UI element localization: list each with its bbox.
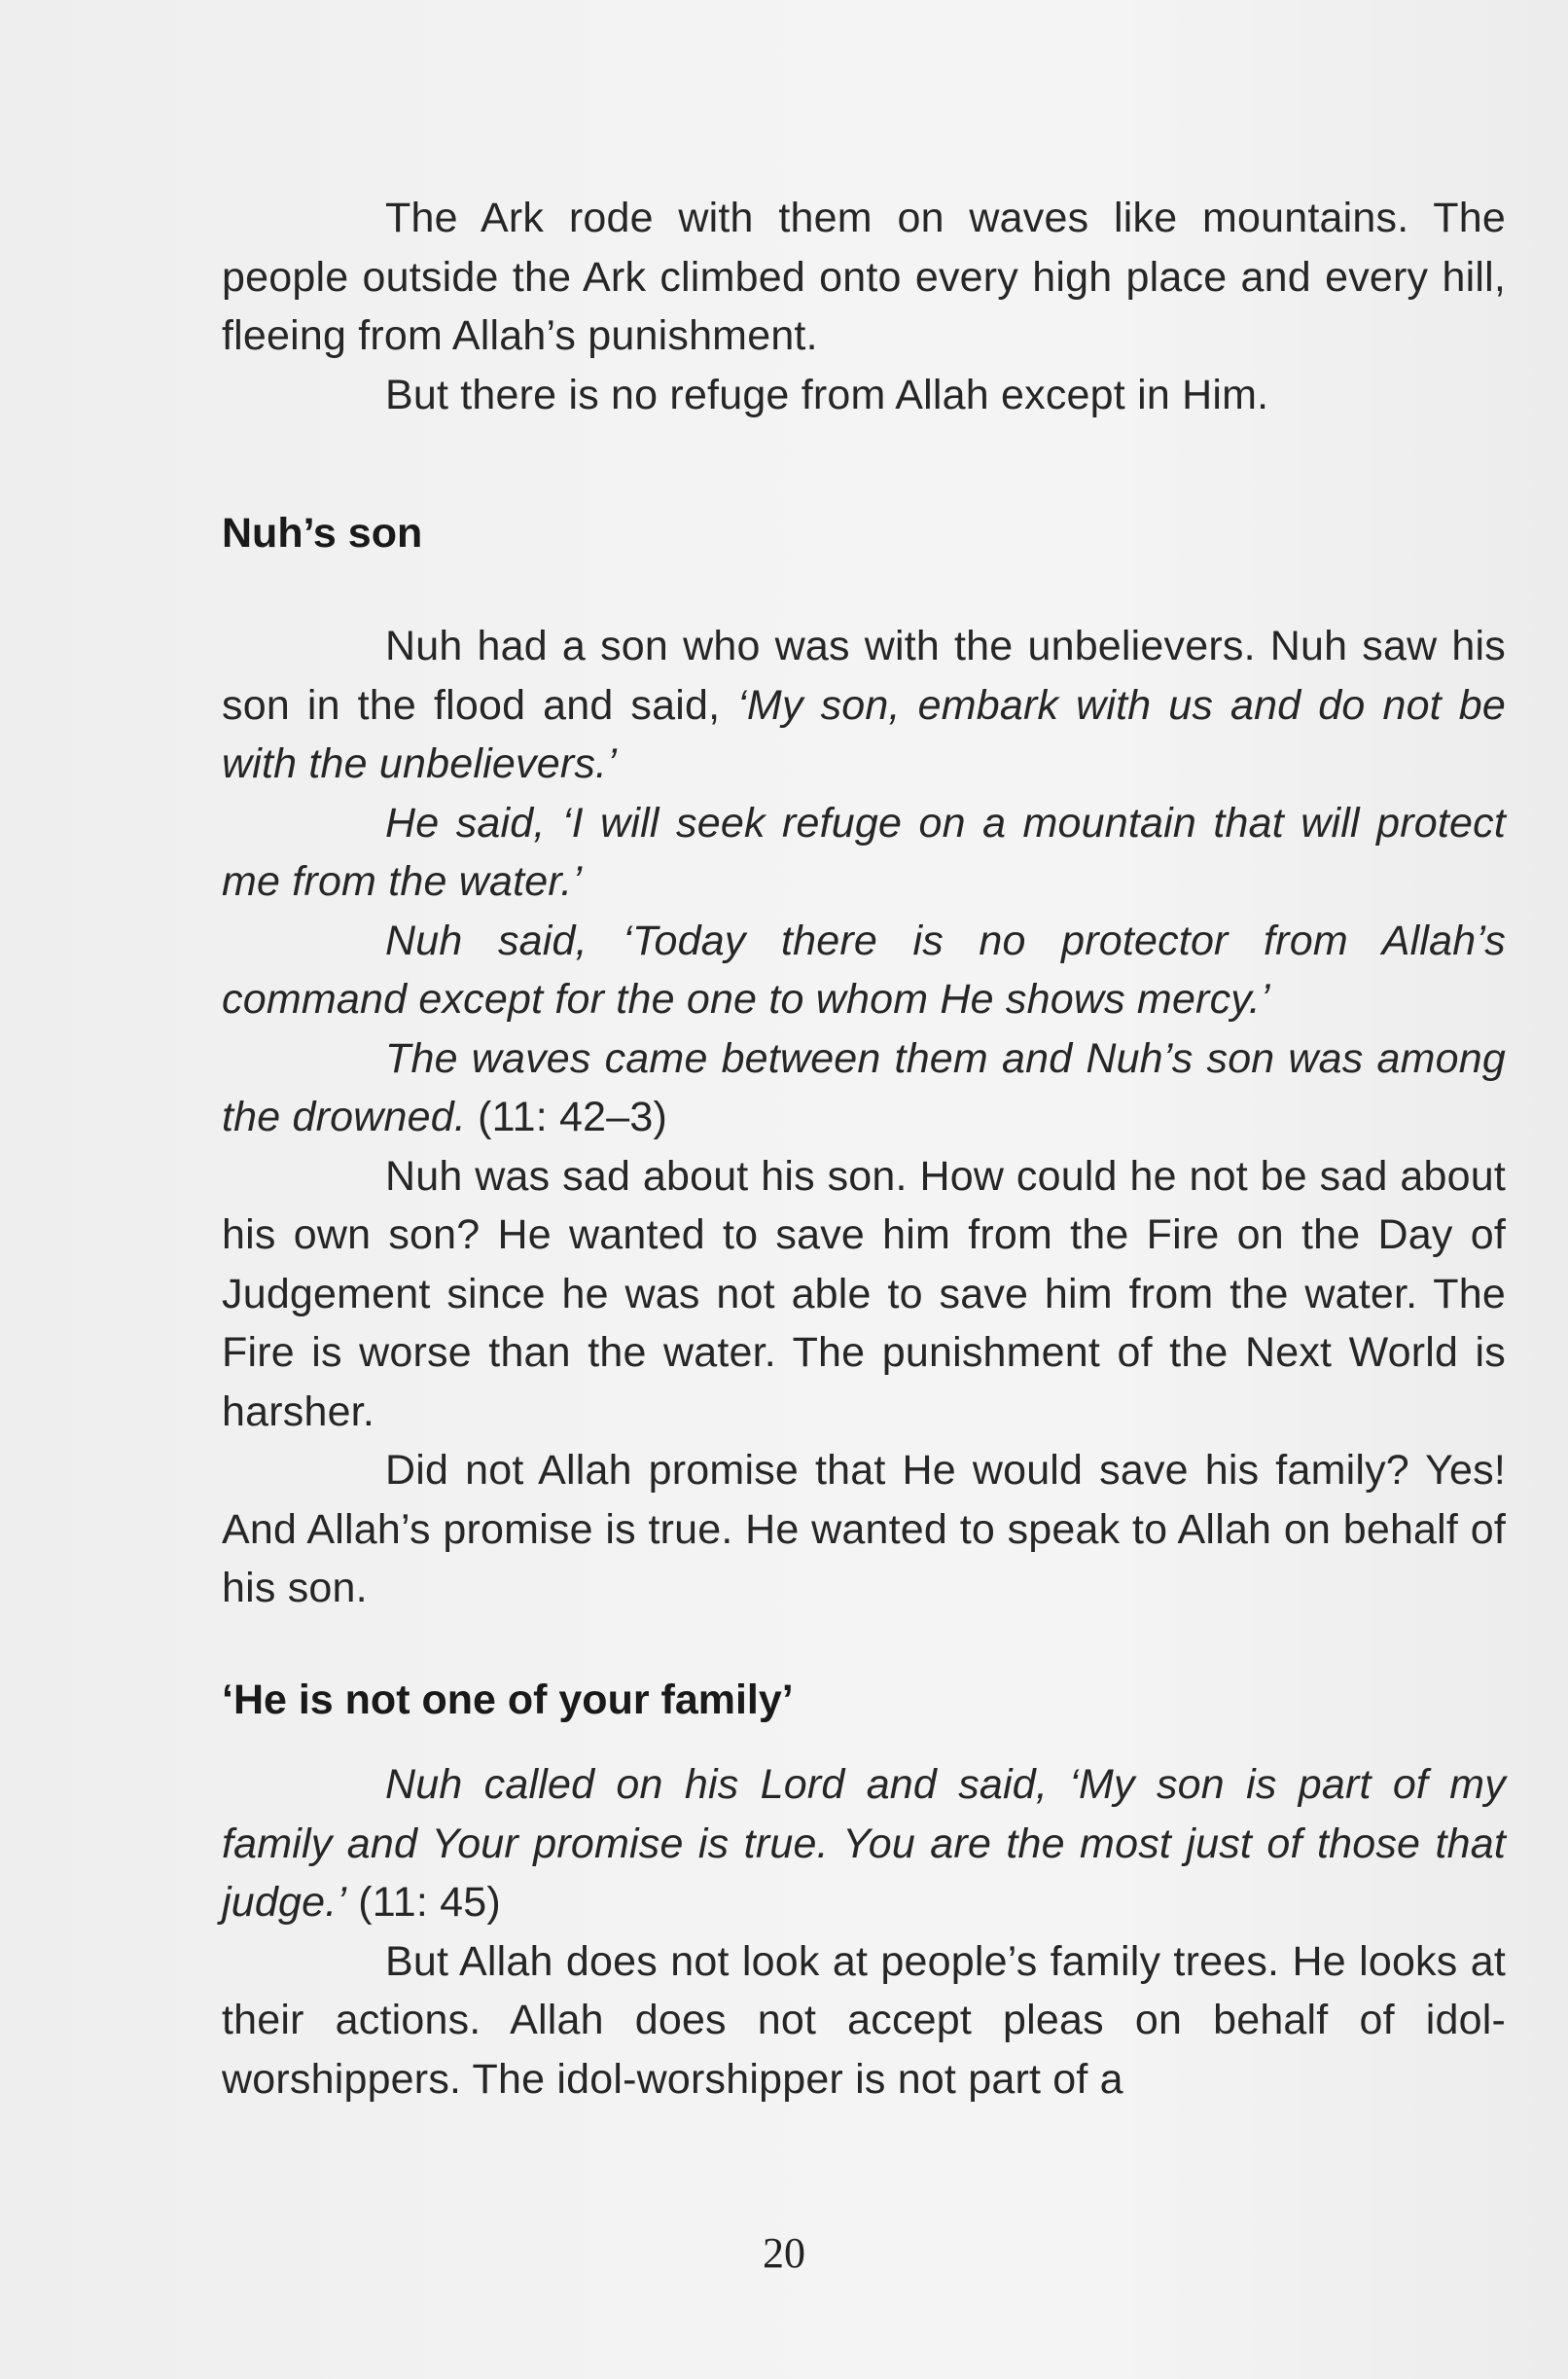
not-family-paragraph-1: [222, 1755, 1506, 1932]
intro-paragraph-1: The Ark rode with them on waves like mountains. The people outside the Ark climbed onto every high place and every hill, fleeing from Allah’s punishment.: [222, 195, 1506, 359]
not-family-body: [222, 1755, 1506, 2109]
intro-paragraph-2: But there is no refuge from Allah except in Him.: [385, 371, 1269, 418]
nuhs-son-p1-text: Nuh had a son who was with the unbelievers. Nuh saw his son in the flood and said,: [222, 623, 1506, 729]
section-heading-nuhs-son: Nuh’s son: [222, 510, 423, 557]
nuhs-son-paragraph-1: [222, 617, 1506, 794]
not-family-p1-quote: Nuh called on his Lord and said, ‘My son is part of my family and Your promise is true. You are the most just of those that judge.’: [222, 1761, 1506, 1926]
nuhs-son-paragraph-2: He said, ‘I will seek refuge on a mountain that will protect me from the water.’: [222, 799, 1506, 905]
nuhs-son-paragraph-6: Did not Allah promise that He would save his family? Yes! And Allah’s promise is true. He wanted to speak to Allah on behalf of his son.: [222, 1447, 1506, 1611]
page-number: 20: [763, 2229, 805, 2277]
not-family-section: [222, 1671, 1506, 1729]
nuhs-son-p1-quote: ‘My son, embark with us and do not be with the unbelievers.’: [222, 681, 1506, 787]
section-heading-not-family: ‘He is not one of your family’: [222, 1676, 794, 1723]
nuhs-son-section: [222, 504, 1506, 562]
nuhs-son-body: [222, 617, 1506, 1618]
nuhs-son-paragraph-3: Nuh said, ‘Today there is no protector from Allah’s command except for the one to whom He shows mercy.’: [222, 917, 1506, 1023]
nuhs-son-paragraph-5: Nuh was sad about his son. How could he not be sad about his own son? He wanted to save him from the Fire on the Day of Judgement since he was not able to save him from the water. The Fire is worse than the water. The punishment of the Next World is harsher.: [222, 1152, 1506, 1435]
not-family-paragraph-2: But Allah does not look at people’s family trees. He looks at their actions. Allah does not accept pleas on behalf of idol-worshippers. The idol-worshipper is not part of a: [222, 1937, 1506, 2103]
nuhs-son-paragraph-4: [222, 1029, 1506, 1147]
not-family-p1-reference: (11: 45): [346, 1879, 501, 1926]
nuhs-son-p4-reference: (11: 42–3): [466, 1094, 667, 1140]
nuhs-son-p4-quote: The waves came between them and Nuh’s son was among the drowned.: [222, 1034, 1506, 1140]
intro-section: [222, 189, 1506, 424]
